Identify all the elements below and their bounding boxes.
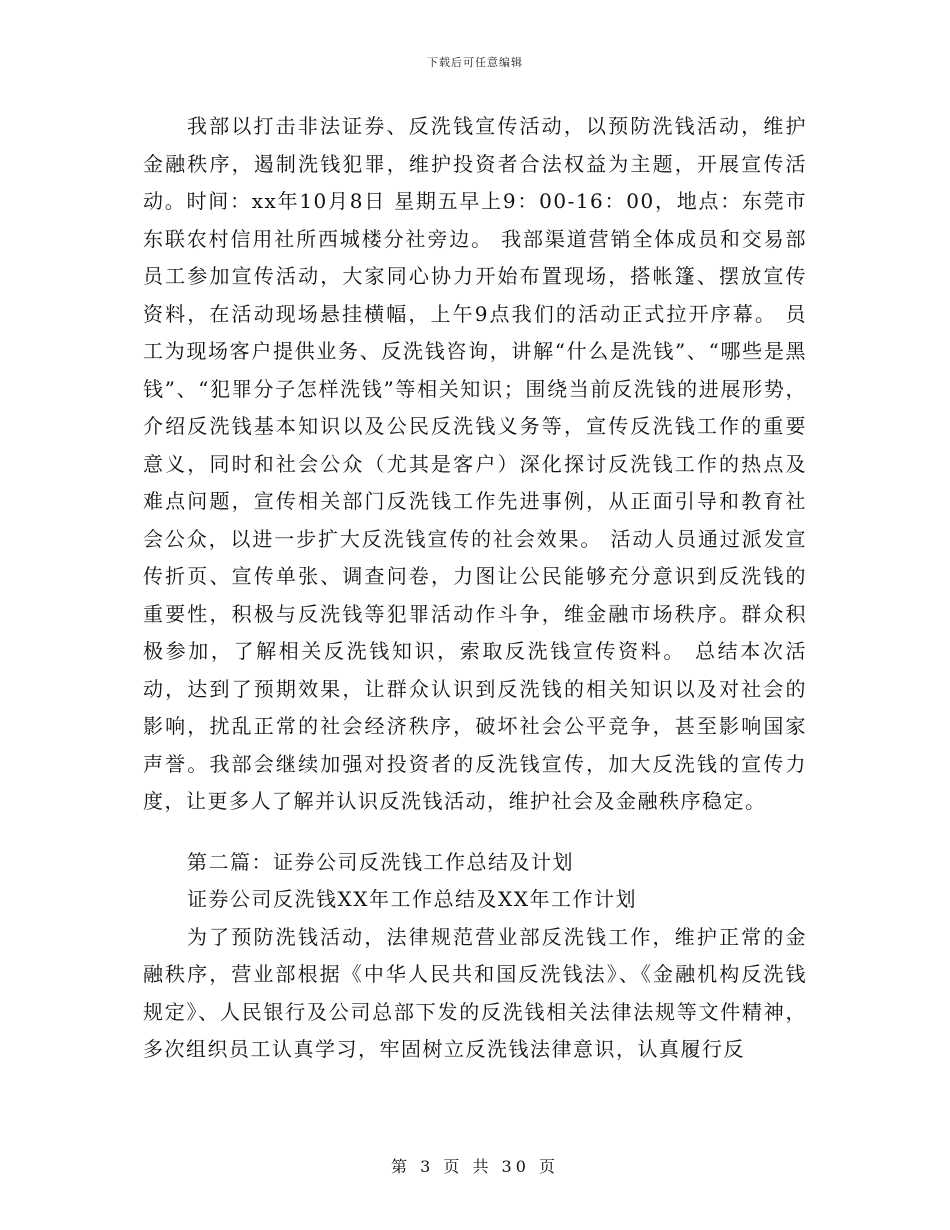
page-header: 下载后可任意编辑 bbox=[427, 56, 523, 69]
page-number: 第 3 页 共 30 页 bbox=[391, 1157, 559, 1176]
paragraph-campaign-summary: 我部以打击非法证券、反洗钱宣传活动，以预防洗钱活动，维护金融秩序，遏制洗钱犯罪，维护投资者合法权益为主题，开展宣传活动。时间：xx年10月8日 星期五早上9：00-16：00，地点：东莞市东联农村信用社所西城楼分社旁边。 我部渠道营销全体成员和交易部员工参加宣传活动，大家同心协力开始布置现场，搭帐篷、摆放宣传资料，在活动现场悬挂横幅，上午9点我们的活动正式拉开序幕。 员工为现场客户提供业务、反洗钱咨询，讲解“什么是洗钱”、“哪些是黑钱”、“犯罪分子怎样洗钱”等相关知识；围绕当前反洗钱的进展形势，介绍反洗钱基本知识以及公民反洗钱义务等，宣传反洗钱工作的重要意义，同时和社会公众（尤其是客户）深化探讨反洗钱工作的热点及难点问题，宣传相关部门反洗钱工作先进事例，从正面引导和教育社会公众，以进一步扩大反洗钱宣传的社会效果。 活动人员通过派发宣传折页、宣传单张、调查问卷，力图让公民能够充分意识到反洗钱的重要性，积极与反洗钱等犯罪活动作斗争，维金融市场秩序。群众积极参加，了解相关反洗钱知识，索取反洗钱宣传资料。 总结本次活动，达到了预期效果，让群众认识到反洗钱的相关知识以及对社会的影响，扰乱正常的社会经济秩序，破坏社会公平竞争，甚至影响国家声誉。我部会继续加强对投资者的反洗钱宣传，加大反洗钱的宣传力度，让更多人了解并认识反洗钱活动，维护社会及金融秩序稳定。 bbox=[143, 114, 807, 813]
paragraph-work-summary: 为了预防洗钱活动，法律规范营业部反洗钱工作，维护正常的金融秩序，营业部根据《中华人民共和国反洗钱法》、《金融机构反洗钱规定》、人民银行及公司总部下发的反洗钱相关法律法规等文件精神，多次组织员工认真学习，牢固树立反洗钱法律意识，认真履行反 bbox=[143, 924, 807, 1061]
document-body bbox=[143, 108, 807, 1069]
section-heading: 第二篇：证券公司反洗钱工作总结及计划 bbox=[187, 849, 574, 874]
document-subtitle: 证券公司反洗钱XX年工作总结及XX年工作计划 bbox=[187, 887, 637, 911]
